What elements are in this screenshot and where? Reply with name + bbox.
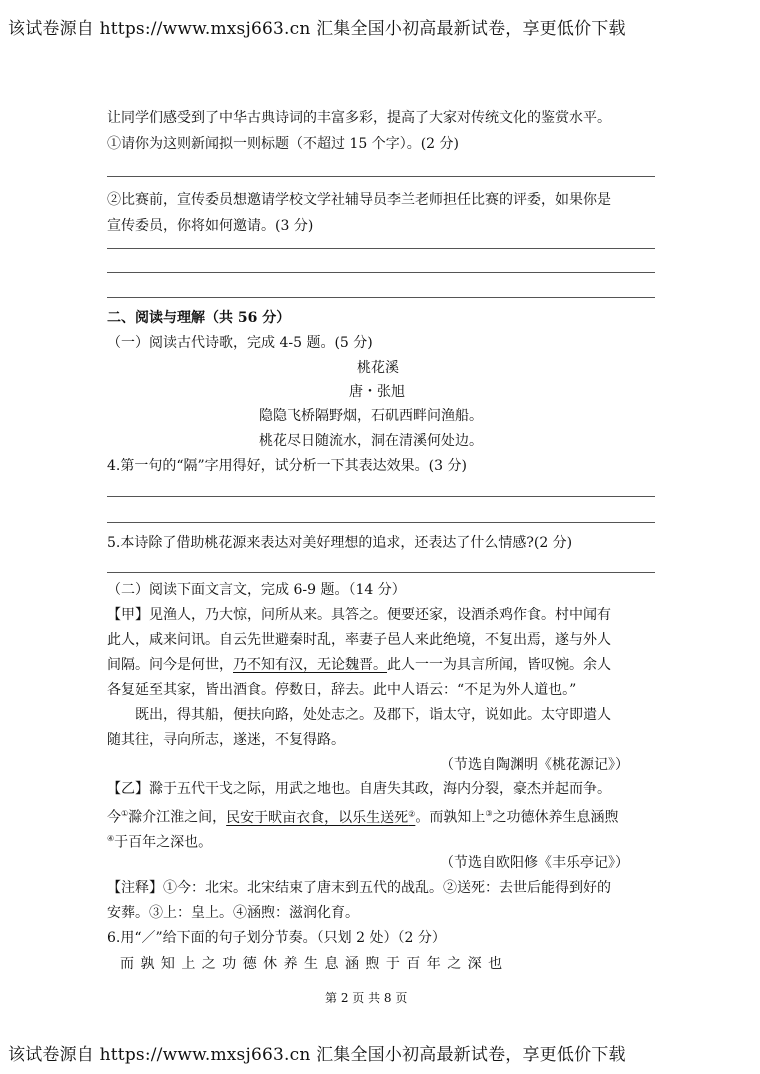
poem-title: 桃花溪 — [357, 360, 399, 376]
passage-jia-line: 既出，得其船，便扶向路，处处志之。及郡下，诣太守，说如此。太守即遣人 — [135, 707, 611, 723]
intro-text: 让同学们感受到了中华古典诗词的丰富多彩，提高了大家对传统文化的鉴赏水平。 — [107, 110, 611, 126]
answer-line — [107, 522, 655, 523]
passage-jia-line: 随其往，寻向所志，遂迷，不复得路。 — [107, 732, 345, 748]
passage-jia-line: 【甲】见渔人，乃大惊，问所从来。具答之。便要还家，设酒杀鸡作食。村中闻有 — [107, 607, 611, 623]
question-5: 5.本诗除了借助桃花源来表达对美好理想的追求，还表达了什么情感?(2 分) — [107, 535, 573, 551]
question-4: 4.第一句的“隔”字用得好，试分析一下其表达效果。(3 分) — [107, 458, 467, 474]
question-2-line2: 宣传委员，你将如何邀请。(3 分) — [107, 218, 314, 234]
answer-line — [107, 496, 655, 497]
annotation-line: 【注释】①今：北宋。北宋结束了唐末到五代的战乱。②送死：去世后能得到好的 — [107, 880, 611, 896]
source-citation: （节选自欧阳修《丰乐亭记》） — [440, 855, 629, 871]
question-6: 6.用“／”给下面的句子划分节奏。（只划 2 处）（2 分） — [107, 930, 446, 946]
answer-line — [107, 297, 655, 298]
answer-line — [107, 248, 655, 249]
underlined-sentence: 乃不知有汉，无论魏晋。 — [233, 657, 387, 673]
poem-line: 隐隐飞桥隔野烟，石矶西畔问渔船。 — [259, 408, 483, 424]
answer-line — [107, 176, 655, 177]
passage-yi-line: ④于百年之深也。 — [107, 834, 213, 851]
question-1: ①请你为这则新闻拟一则标题（不超过 15 个字）。(2 分) — [107, 136, 459, 152]
section-title: 二、阅读与理解（共 56 分） — [107, 310, 291, 326]
poem-author: 唐・张旭 — [349, 384, 405, 400]
passage-yi-line: 【乙】滁于五代干戈之际，用武之地也。自唐失其政，海内分裂，豪杰并起而争。 — [107, 781, 611, 797]
passage-yi-line: 今①滁介江淮之间，民安于畎亩衣食，以乐生送死②。而孰知上③之功德休养生息涵煦 — [107, 809, 619, 826]
poem-line: 桃花尽日随流水，洞在清溪何处边。 — [259, 433, 483, 449]
question-2-line1: ②比赛前，宣传委员想邀请学校文学社辅导员李兰老师担任比赛的评委，如果你是 — [107, 192, 611, 208]
header-banner: 该试卷源自 https://www.mxsj663.cn 汇集全国小初高最新试卷，享更低价下载 — [8, 19, 626, 39]
answer-line — [107, 272, 655, 273]
underlined-sentence: 民安于畎亩衣食，以乐生送死② — [226, 809, 416, 826]
passage-jia-line: 此人，咸来问讯。自云先世避秦时乱，率妻子邑人来此绝境，不复出焉，遂与外人 — [107, 632, 611, 648]
passage-jia-line: 各复延至其家，皆出酒食。停数日，辞去。此中人语云：“不足为外人道也。” — [107, 682, 577, 698]
part2-instruction: （二）阅读下面文言文，完成 6-9 题。（14 分） — [107, 582, 406, 598]
footer-banner: 该试卷源自 https://www.mxsj663.cn 汇集全国小初高最新试卷，享更低价下载 — [8, 1045, 626, 1065]
passage-jia-line: 间隔。问今是何世，乃不知有汉，无论魏晋。此人一一为具言所闻，皆叹惋。余人 — [107, 657, 611, 673]
annotation-line: 安葬。③上：皇上。④涵煦：滋润化育。 — [107, 905, 359, 921]
question-6-sentence: 而 孰 知 上 之 功 德 休 养 生 息 涵 煦 于 百 年 之 深 也 — [120, 956, 504, 972]
source-citation: （节选自陶渊明《桃花源记》） — [440, 757, 629, 773]
page-number: 第 2 页 共 8 页 — [325, 991, 408, 1005]
answer-line — [107, 572, 655, 573]
part1-instruction: （一）阅读古代诗歌，完成 4-5 题。(5 分) — [107, 335, 373, 351]
